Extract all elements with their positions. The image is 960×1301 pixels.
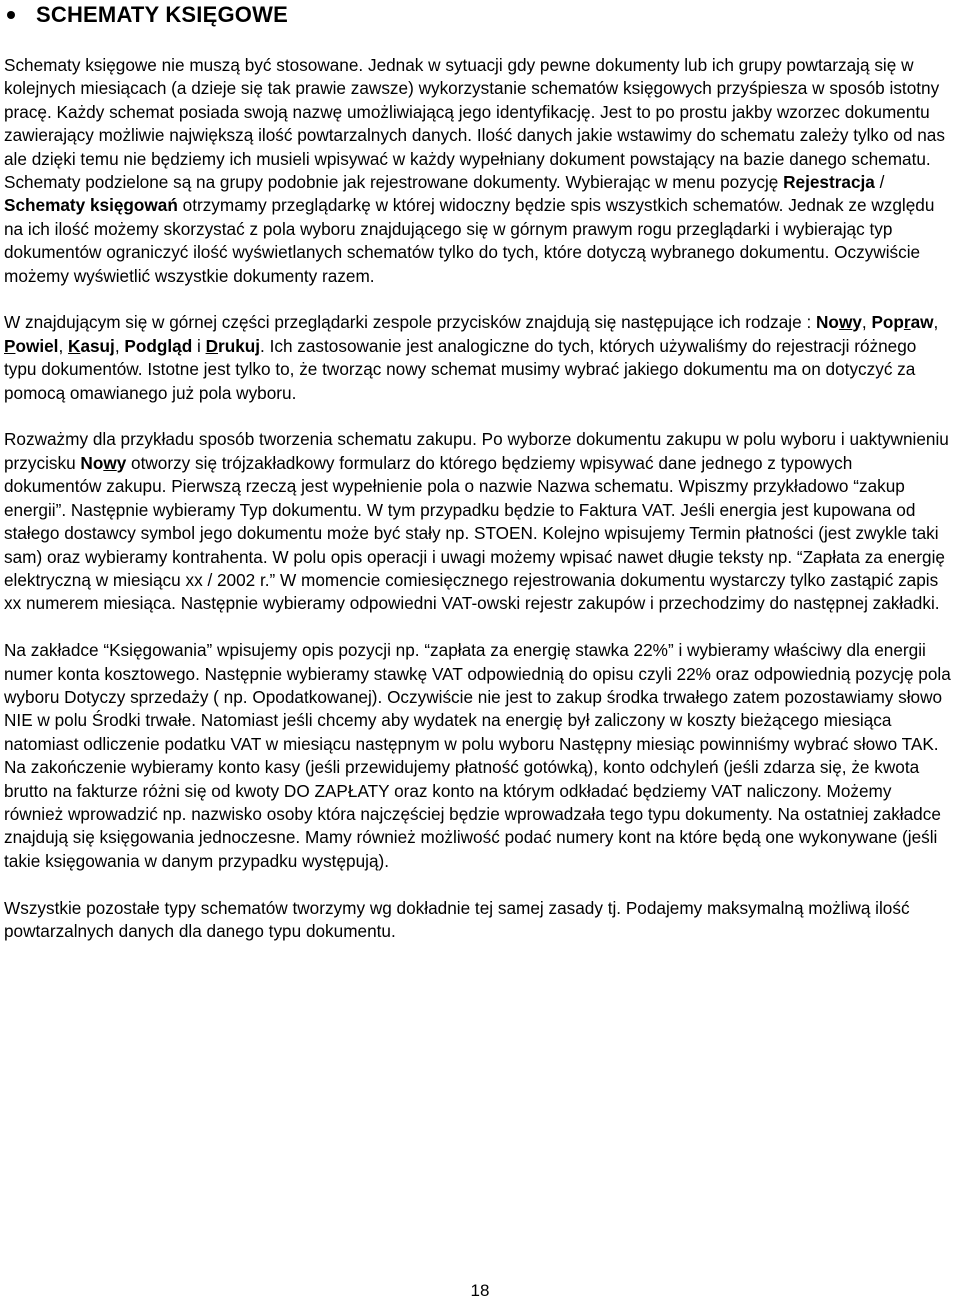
paragraph-ksiegowania: Na zakładce “Księgowania” wpisujemy opis pozycji np. “zapłata za energię stawka 22%” i wybieramy właściwy dla energii numer konta kosztowego. Następnie wybieramy stawkę VAT odpowiednią do opisu czyli 22% oraz odpowiednią pozycję pola wyboru Dotyczy sprzedaży ( np. Opodatkowanej). Oczywiście nie jest to zakup środka trwałego zatem pozostawiamy słowo NIE w polu Środki trwałe. Natomiast jeśli chcemy aby wydatek na energię był zaliczony w koszty bieżącego miesiąca natomiast odliczenie podatku VAT w miesiącu następnym w polu wyboru Następny miesiąc powinniśmy wybrać słowo TAK. Na zakończenie wybieramy konto kasy (jeśli przewidujemy płatność gotówką), konto odchyleń (jeśli zdarza się, że kwota brutto na fakturze różni się od kwoty DO ZAPŁATY oraz konto na którym odkładać będziemy VAT naliczony. Możemy również wprowadzić np. nazwisko osoby która najczęściej będzie wprowadzała tego typu dokumenty. Na ostatniej zakładce znajdują się księgowania jednoczesne. Mamy również możliwość podać numery kont na które będą one wykonywane (jeśli takie księgowania w danym przypadku występują). xyxy=(4,640,951,871)
hotkey-letter: P xyxy=(4,335,16,356)
text-run: otworzy się trójzakładkowy formularz do którego będziemy wpisywać dane jednego z typowych dokumentów zakupu. Pierwszą rzeczą jest wypełnienie pola o nazwie Nazwa schematu. Wpiszmy przykładowo “zakup energii”. Następnie wybieramy Typ dokumentu. W tym przypadku będzie to Faktura VAT. Jeśli energia jest kupowana od stałego dostawcy symbol jego dokumentu może być stały np. STOEN. Kolejno wpisujemy Termin płatności (jest zwykle taki sam) oraz wybieramy kontrahenta. W polu opis operacji i uwagi możemy wpisać nawet długie teksty np. “Zapłata za energię elektryczną w miesiącu xx / 2002 r.” W momencie comiesięcznego rejestrowania dokumentu wystarczy tylko zastąpić zapis xx numerem miesiąca. Następnie wybieramy odpowiedni VAT-owski rejestr zakupów i przechodzimy do następnej zakładki. xyxy=(4,452,945,614)
paragraph-summary: Wszystkie pozostałe typy schematów tworzymy wg dokładnie tej samej zasady tj. Podajemy maksymalną możliwą ilość powtarzalnych danych dla danego typu dokumentu. xyxy=(4,897,910,941)
text-run: . Ich zastosowanie jest analogiczne do tych, których używaliśmy do rejestracji różnego typu dokumentów. Istotne jest tylko to, że tworząc nowy schemat musimy wybrać jakiego dokumentu ma on dotyczyć za pomocą omawianego już pola wyboru. xyxy=(4,335,917,403)
button-name-drukuj: Drukuj xyxy=(205,335,261,356)
menu-item-schematy-ksiegowan: Schematy księgowań xyxy=(4,195,178,216)
menu-item-rejestracja: Rejestracja xyxy=(783,172,875,193)
hotkey-letter: K xyxy=(68,335,81,356)
hotkey-letter: D xyxy=(205,335,218,356)
text-run: otrzymamy przeglądarkę w której widoczny będzie spis wszystkich schematów. Jednak ze względu na ich ilość możemy skorzystać z pola wyboru znajdującego się w górnym prawym rogu przeglądarki i wybierając typ dokumentów ograniczyć ilość wyświetlanych schematów tylko do tych, które dotyczą wybranego dokumentu. Oczywiście możemy wyświetlić wszystkie dokumenty razem. xyxy=(4,195,935,286)
paragraph-intro xyxy=(4,54,952,288)
menu-separator: / xyxy=(874,172,885,193)
body-text xyxy=(4,54,952,943)
button-name-powiel: Powiel xyxy=(4,335,59,356)
text-run: Schematy księgowe nie muszą być stosowane. Jednak w sytuacji gdy pewne dokumenty lub ich grupy powtarzają się w kolejnych miesiącach (a dzieje się tak prawie zawsze) wykorzystanie schematów księgowych przyśpiesza w sposób istotny pracę. Każdy schemat posiada swoją nazwę umożliwiającą jego identyfikację. Jest to po prostu jakby wzorzec dokumentu zawierający możliwie największą ilość powtarzalnych danych. Ilość danych jakie wstawimy do schematu zależy tylko od nas ale dzięki temu nie będziemy ich musieli wpisywać w każdy wypełniany dokument powstający na bazie danego schematu. Schematy podzielone są na grupy podobnie jak rejestrowane dokumenty. Wybierając w menu pozycję xyxy=(4,55,945,193)
button-name-nowy: Nowy xyxy=(80,452,127,473)
text-run: Rozważmy dla przykładu sposób tworzenia schematu zakupu. Po wyborze dokumentu zakupu w polu wyboru i uaktywnieniu przycisku xyxy=(4,429,949,473)
paragraph-example xyxy=(4,428,952,615)
hotkey-letter: w xyxy=(838,312,853,333)
text-run: W znajdującym się w górnej części przeglądarki zespole przycisków znajdują się następujące ich rodzaje : xyxy=(4,312,817,333)
page-number: 18 xyxy=(470,1281,490,1300)
hotkey-letter: r xyxy=(903,312,911,333)
paragraph-buttons: W znajdującym się w górnej części przeglądarki zespole przycisków znajdują się następujące ich rodzaje : Nowy, Popraw, Powiel, Kasuj, Podgląd i Drukuj. Ich zastosowanie jest analogiczne do tych, których używaliśmy do rejestracji różnego typu dokumentów. Istotne jest tylko to, że tworząc nowy schemat musimy wybrać jakiego dokumentu ma on dotyczyć za pomocą omawianego już pola wyboru. xyxy=(4,312,939,403)
hotkey-letter: w xyxy=(103,452,117,473)
section-heading xyxy=(4,0,288,30)
button-name-kasuj: Kasuj xyxy=(68,335,115,356)
button-name-podglad: Podgląd xyxy=(124,335,193,356)
bullet-icon xyxy=(7,11,15,19)
button-name-nowy: Nowy xyxy=(816,312,862,333)
button-name-popraw: Popraw xyxy=(871,312,934,333)
heading-text: SCHEMATY KSIĘGOWE xyxy=(36,2,288,27)
